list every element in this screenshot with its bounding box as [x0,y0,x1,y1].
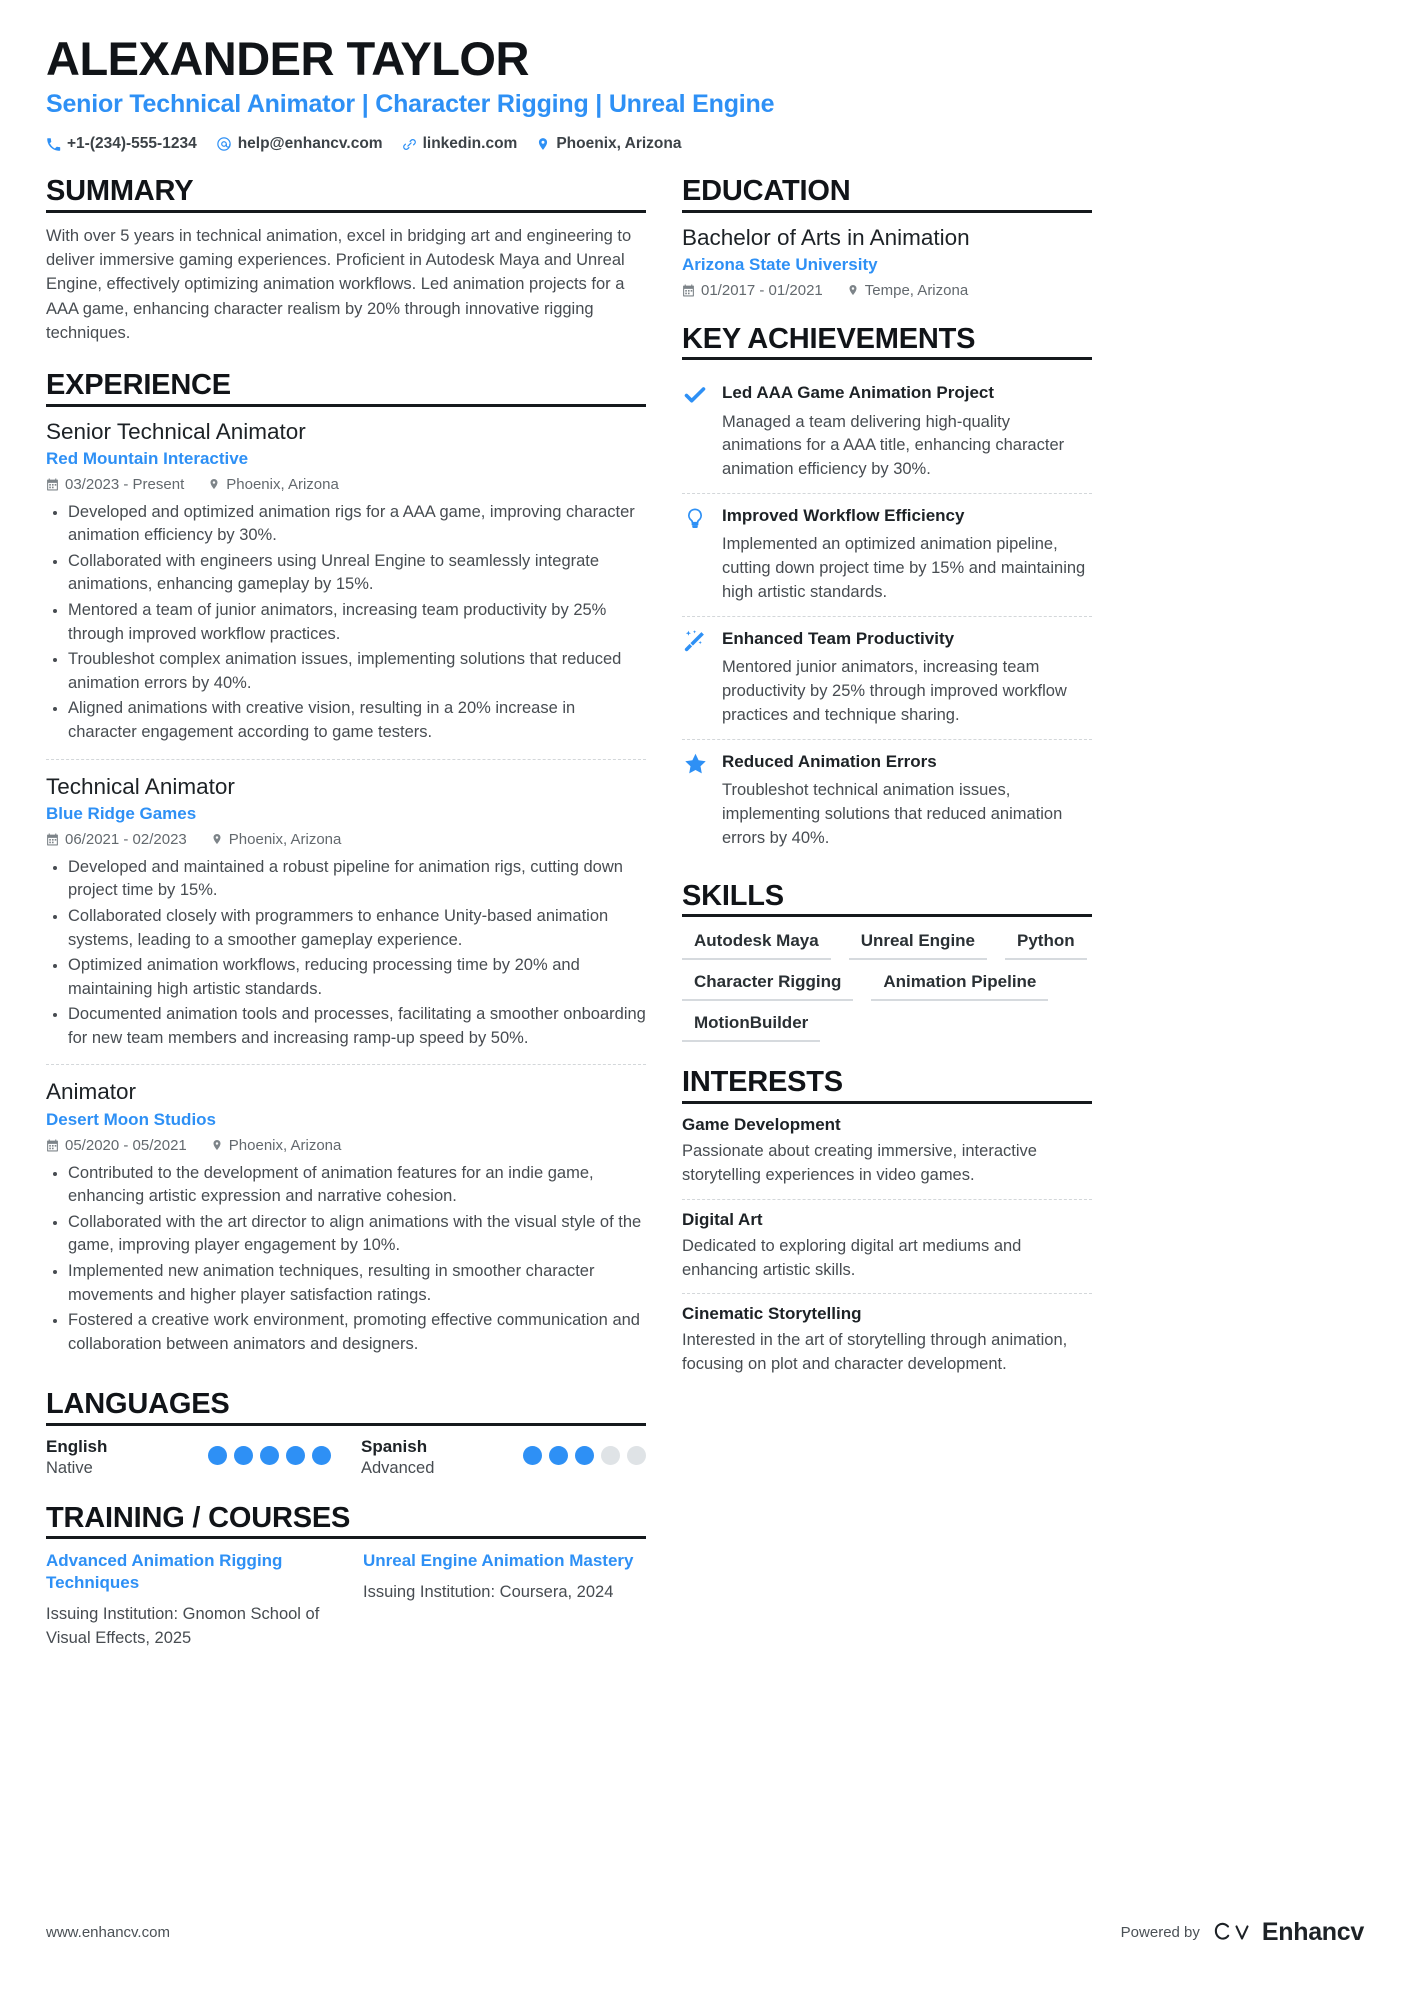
section-interests [682,1066,1092,1388]
achievement-desc: Troubleshot technical animation issues, implementing solutions that reduced animation errors by 40%. [722,781,1063,847]
job-role: Animator [46,1079,137,1105]
contact-row [46,135,1364,153]
divider [46,404,646,407]
rating-dot [208,1446,227,1465]
location-icon [211,832,223,846]
job-company[interactable]: Red Mountain Interactive [46,448,249,468]
rating-dot-empty [627,1446,646,1465]
rating-dot [312,1446,331,1465]
job-dates-text: 05/2020 - 05/2021 [65,1136,187,1154]
footer-url[interactable]: www.enhancv.com [46,1924,170,1941]
training-detail: Issuing Institution: Coursera, 2024 [363,1583,614,1602]
rating-dot [260,1446,279,1465]
job-dates [46,831,187,848]
divider [46,1423,646,1426]
language-name: Spanish [361,1436,428,1456]
skill-tag: MotionBuilder [682,1010,820,1042]
interest-title: Game Development [682,1114,841,1134]
divider [46,1536,646,1539]
phone-icon [46,137,61,152]
job-dates [46,476,184,493]
section-languages [46,1388,646,1477]
list-item: Developed and optimized animation rigs for a AAA game, improving character animation efficiency by 30%. [46,501,646,548]
list-item: Collaborated with the art director to align animations with the visual style of the game, improving player engagement by 10%. [46,1211,646,1258]
footer-brand-area [1121,1918,1364,1947]
section-skills [682,880,1092,1042]
headline: Senior Technical Animator | Character Rigging | Unreal Engine [46,90,775,119]
education-dates [682,282,823,299]
rating-dot [286,1446,305,1465]
job-company[interactable]: Blue Ridge Games [46,803,197,823]
language-name: English [46,1436,108,1456]
section-title-skills: SKILLS [682,879,784,912]
list-item: Aligned animations with creative vision, resulting in a 20% increase in character engagement according to game testers. [46,697,646,744]
training-item [363,1550,646,1650]
page-footer [46,1918,1364,1947]
rating-dot [549,1446,568,1465]
list-item: Collaborated with engineers using Unreal Engine to seamlessly integrate animations, enhancing gameplay by 15%. [46,550,646,597]
section-title-interests: INTERESTS [682,1066,843,1099]
list-item: Troubleshot complex animation issues, implementing solutions that reduced animation errors by 40%. [46,648,646,695]
languages-grid [46,1437,646,1478]
job-location-text: Phoenix, Arizona [228,1136,342,1154]
job-dates [46,1137,187,1154]
achievement-desc: Implemented an optimized animation pipeline, cutting down project time by 15% and maintaining high artistic standards. [722,535,1086,602]
rating-dot [575,1446,594,1465]
skill-tag: Autodesk Maya [682,928,831,960]
contact-linkedin[interactable] [402,135,518,153]
education-meta [682,282,1092,299]
job-location-text: Phoenix, Arizona [226,475,339,493]
achievement-item [682,493,1092,616]
education-degree: Bachelor of Arts in Animation [682,224,970,250]
interest-item [682,1199,1092,1294]
education-item [682,224,1092,299]
list-item: Optimized animation workflows, reducing processing time by 20% and maintaining high artistic standards. [46,954,646,1001]
language-level: Native [46,1458,93,1477]
job-role: Technical Animator [46,773,235,799]
list-item: Mentored a team of junior animators, increasing team productivity by 25% through improved workflow practices. [46,599,646,646]
calendar-icon [46,833,59,846]
section-experience [46,369,646,1370]
training-name[interactable]: Unreal Engine Animation Mastery [363,1551,634,1571]
contact-phone-text: +1-(234)-555-1234 [67,135,197,153]
interest-item [682,1115,1092,1199]
location-icon [211,1138,223,1152]
section-title-key-achievements: KEY ACHIEVEMENTS [682,322,976,355]
divider [682,1101,1092,1104]
job-bullets [46,1162,646,1357]
list-item: Implemented new animation techniques, resulting in smoother character movements and higher player satisfaction ratings. [46,1260,646,1307]
rating-dot [523,1446,542,1465]
calendar-icon [46,1139,59,1152]
training-detail: Issuing Institution: Gnomon School of Visual Effects, 2025 [46,1604,320,1647]
achievement-desc: Managed a team delivering high-quality animations for a AAA title, enhancing character animation efficiency by 30%. [722,412,1065,479]
experience-item [46,759,646,1065]
divider [46,210,646,213]
skill-tag: Unreal Engine [849,928,987,960]
contact-linkedin-text: linkedin.com [422,135,518,153]
section-education [682,175,1092,299]
email-icon [216,136,232,152]
skill-tag: Python [1005,928,1087,960]
location-icon [208,477,220,491]
achievement-title: Led AAA Game Animation Project [722,383,995,403]
job-location [211,831,342,848]
job-location [208,476,339,493]
page-title: ALEXANDER TAYLOR [46,32,529,85]
section-title-languages: LANGUAGES [46,1388,230,1421]
achievement-desc: Mentored junior animators, increasing team productivity by 25% through improved workflow practices and technique sharing. [722,658,1067,725]
skill-tag: Animation Pipeline [871,969,1048,1001]
section-key-achievements [682,323,1092,862]
education-location-text: Tempe, Arizona [864,281,969,299]
language-rating [208,1437,331,1465]
list-item: Collaborated closely with programmers to enhance Unity-based animation systems, leading to a smoother gameplay experience. [46,905,646,952]
section-title-summary: SUMMARY [46,175,194,208]
section-summary [46,175,646,345]
job-meta [46,831,646,848]
section-title-training: TRAINING / COURSES [46,1501,351,1534]
achievement-item [682,371,1092,493]
job-bullets [46,856,646,1051]
interest-item [682,1293,1092,1388]
job-role: Senior Technical Animator [46,418,306,444]
resume-header [46,34,1364,153]
achievement-title: Enhanced Team Productivity [722,629,955,649]
link-icon [402,137,417,152]
list-item: Fostered a creative work environment, promoting effective communication and collaboration between animators and designers. [46,1309,646,1356]
interest-title: Cinematic Storytelling [682,1304,862,1324]
skill-tag: Character Rigging [682,969,853,1001]
lightbulb-icon [682,505,708,605]
job-meta [46,1137,646,1154]
interest-desc: Dedicated to exploring digital art mediums and enhancing artistic skills. [682,1236,1022,1279]
interest-desc: Interested in the art of storytelling through animation, focusing on plot and character development. [682,1331,1068,1374]
section-training [46,1502,646,1651]
list-item: Contributed to the development of animation features for an indie game, enhancing artistic expression and narrative cohesion. [46,1162,646,1209]
summary-text: With over 5 years in technical animation, excel in bridging art and engineering to deliver immersive gaming experiences. Proficient in Autodesk Maya and Unreal Engine, effectively optimizing animation workflows. Led animation projects for a AAA game, enhancing character realism by 20% through innovative rigging techniques. [46,226,632,342]
right-column [682,175,1092,1388]
training-grid [46,1550,646,1650]
resume-body [46,175,1364,1650]
education-location [847,282,968,299]
job-dates-text: 03/2023 - Present [65,475,185,493]
divider [682,357,1092,360]
powered-by-label: Powered by [1120,1924,1200,1941]
rating-dot [234,1446,253,1465]
achievement-title: Improved Workflow Efficiency [722,506,965,526]
check-icon [682,382,708,482]
language-item [361,1437,646,1478]
interest-title: Digital Art [682,1209,763,1229]
training-name[interactable]: Advanced Animation Rigging Techniques [46,1551,283,1593]
divider [682,210,1092,213]
rating-dot-empty [601,1446,620,1465]
list-item: Developed and maintained a robust pipeline for animation rigs, cutting down project time by 15%. [46,856,646,903]
star-icon [682,751,708,851]
contact-phone [46,135,197,153]
job-dates-text: 06/2021 - 02/2023 [65,830,187,848]
language-rating [523,1437,646,1465]
calendar-icon [682,284,695,297]
list-item: Documented animation tools and processes, facilitating a smoother onboarding for new team members and increasing ramp-up speed by 50%. [46,1003,646,1050]
enhancv-mark-icon [1212,1920,1254,1946]
contact-email[interactable] [216,135,383,153]
achievement-title: Reduced Animation Errors [722,751,937,771]
left-column [46,175,646,1650]
divider [682,914,1092,917]
enhancv-logo [1212,1918,1364,1947]
job-location-text: Phoenix, Arizona [228,830,342,848]
language-level: Advanced [361,1458,435,1477]
enhancv-brand-name: Enhancv [1261,1918,1364,1946]
training-item [46,1550,329,1650]
section-title-education: EDUCATION [682,175,851,208]
contact-email-text: help@enhancv.com [237,135,383,153]
achievement-item [682,739,1092,862]
experience-item [46,418,646,759]
job-meta [46,476,646,493]
section-title-experience: EXPERIENCE [46,369,231,402]
achievement-item [682,616,1092,739]
contact-location [536,135,681,153]
skills-list [682,928,1092,1042]
interest-desc: Passionate about creating immersive, interactive storytelling experiences in video games. [682,1141,1037,1184]
education-dates-text: 01/2017 - 01/2021 [701,281,823,299]
education-school[interactable]: Arizona State University [682,254,878,274]
location-icon [847,283,859,297]
experience-item [46,1064,646,1370]
job-company[interactable]: Desert Moon Studios [46,1109,217,1129]
calendar-icon [46,478,59,491]
job-location [211,1137,342,1154]
language-item [46,1437,331,1478]
job-bullets [46,501,646,745]
location-icon [536,136,550,152]
contact-location-text: Phoenix, Arizona [556,135,682,153]
magic-wand-icon [682,628,708,728]
